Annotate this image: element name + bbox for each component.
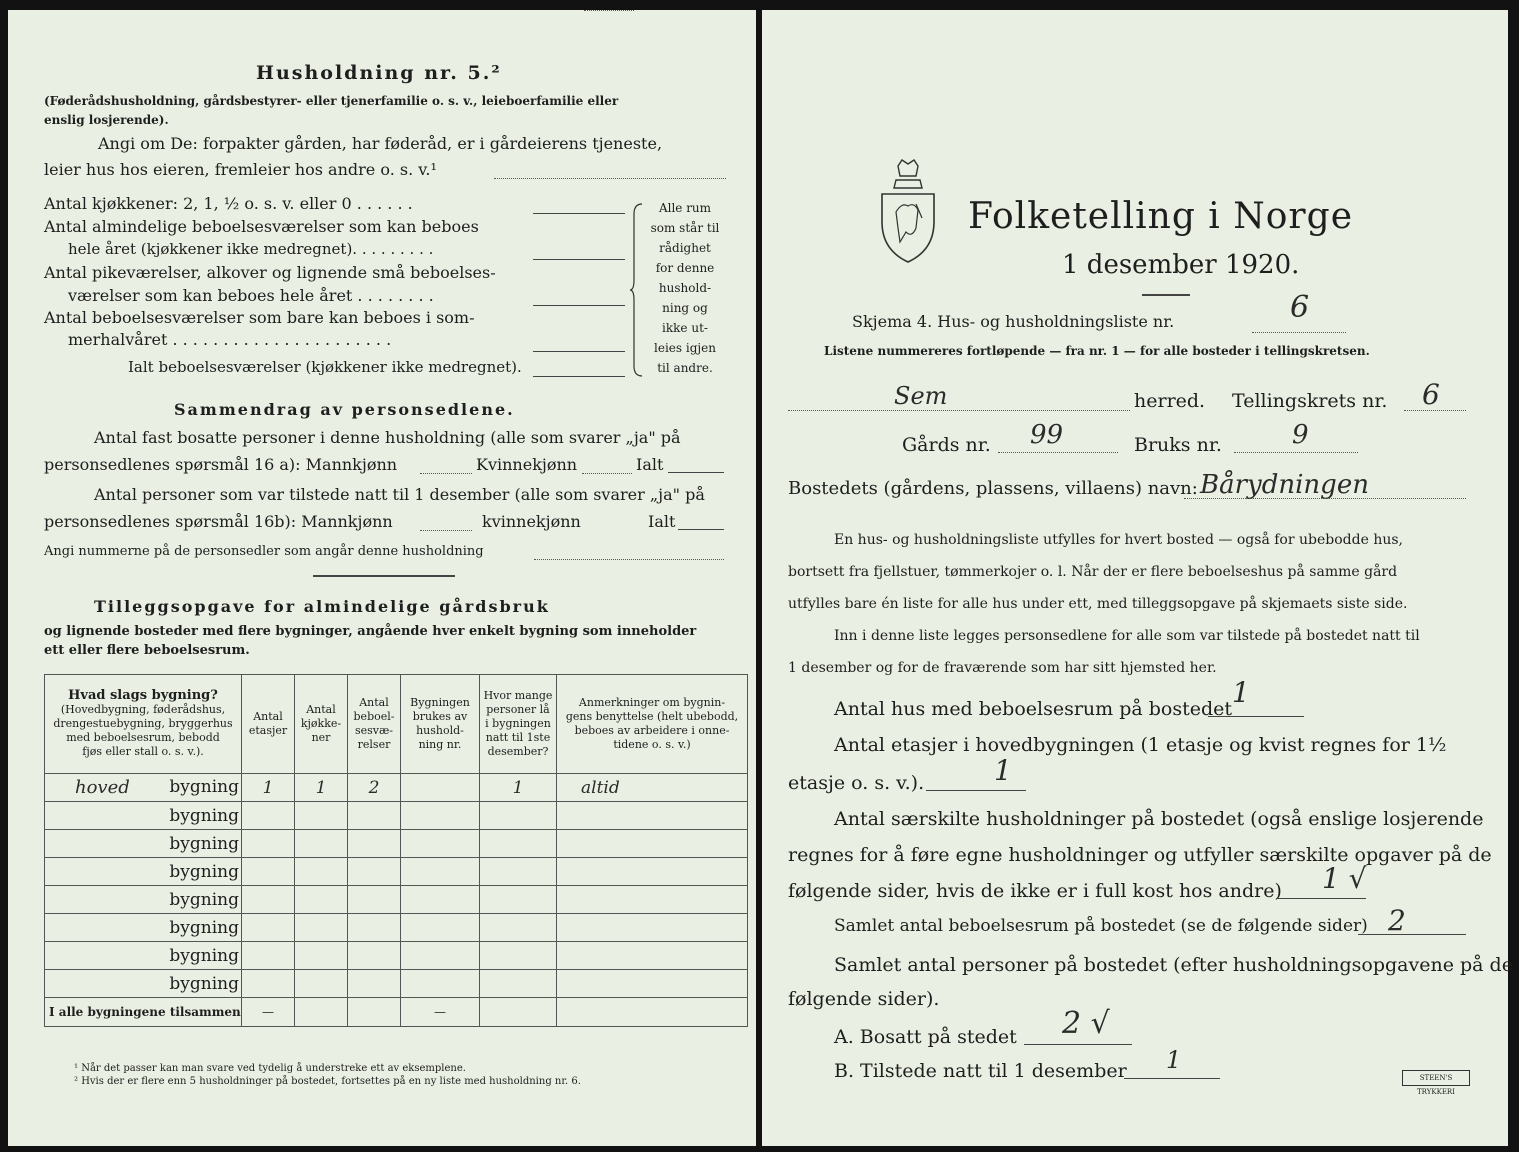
bruks-label: Bruks nr. [1134,434,1222,456]
herred-value: Sem [894,382,948,410]
etasjer-line2: etasje o. s. v.). [788,772,925,794]
skjema-nr: 6 [1290,290,1310,325]
sammendrag-line2: personsedlenes spørsmål 16 a): Mannkjønn [44,455,398,474]
samlet-rum-value: 2 [1388,904,1406,937]
census-title: Folketelling i Norge [968,196,1353,237]
sammendrag-kvinne2: kvinnekjønn [482,512,581,531]
tillegg-line1: og lignende bosteder med flere bygninger, angående hver enkelt bygning som inneholder [44,624,697,639]
antal-hus-label: Antal hus med beboelsesrum på bostedet [834,698,1233,720]
instr-line2: bortsett fra fjellstuer, tømmerkojer o. l. Når der er flere beboelseshus på samme gård [788,564,1398,580]
rooms-line4: Antal pikeværelser, alkover og lignende små beboelses- [44,263,496,282]
table-row: bygning [45,858,748,886]
herred-label: herred. [1134,390,1206,412]
tilstede-value: 1 [1166,1046,1182,1074]
header-husholdning: Bygningen brukes av hushold- ning nr. [401,675,480,774]
census-date: 1 desember 1920. [1062,250,1300,280]
bosatt-label: A. Bosatt på stedet [834,1026,1017,1048]
bruks-value: 9 [1292,420,1309,450]
right-page [762,10,1513,1146]
samlet-rum-label: Samlet antal beboelsesrum på bostedet (se de følgende sider) [834,916,1368,936]
coat-of-arms-icon [876,158,940,268]
rooms-line7: merhalvåret . . . . . . . . . . . . . . . . . . . . . . [68,330,392,349]
header-etasjer: Antal etasjer [242,675,295,774]
samlet-pers-line1: Samlet antal personer på bostedet (efter husholdningsopgavene på de [834,954,1513,976]
header-personer: Hvor mange personer lå i bygningen natt til 1ste desember? [480,675,557,774]
bracket-note: Alle rum som står til rådighet for denne hushold- ning og ikke ut- leies igjen til andre. [650,201,720,375]
bosted-label: Bostedets (gårdens, plassens, villaens) navn: [788,478,1198,499]
footnote-2: ² Hvis der er flere enn 5 husholdninger på bostedet, fortsettes på en ny liste med husholdning nr. 6. [74,1076,581,1087]
table-row: bygning [45,970,748,998]
sammendrag-ialt2: Ialt [648,512,676,531]
hush-value: 1 √ [1322,862,1367,895]
rooms-line2: Antal almindelige beboelsesværelser som kan beboes [44,217,479,236]
bosatt-value: 2 √ [1062,1006,1110,1041]
household-subtitle-line2: enslig losjerende). [44,113,169,127]
tillegg-line2: ett eller flere beboelsesrum. [44,643,250,658]
printer-stamp: STEEN'S TRYKKERI [1402,1070,1470,1086]
header-kjokkener: Antal kjøkke- ner [295,675,348,774]
listene-note: Listene nummereres fortløpende — fra nr. 1 — for alle bosteder i tellingskretsen. [824,344,1370,358]
sammendrag-line3: Antal personer som var tilstede natt til 1 desember (alle som svarer „ja" på [94,485,705,504]
hush-line1: Antal særskilte husholdninger på bostedet (også enslige losjerende [834,808,1484,830]
instr-line5: 1 desember og for de fraværende som har sitt hjemsted her. [788,660,1217,676]
table-total-row: I alle bygningene tilsammen — — [45,998,748,1027]
household-title: Husholdning nr. 5.² [256,62,502,84]
hush-line3: følgende sider, hvis de ikke er i full kost hos andre) [788,880,1282,902]
sammendrag-line1: Antal fast bosatte personer i denne husholdning (alle som svarer „ja" på [94,428,681,447]
footnote-1: ¹ Når det passer kan man svare ved tydelig å understreke ett av eksemplene. [74,1063,466,1074]
sammendrag-line4: personsedlenes spørsmål 16b): Mannkjønn [44,512,393,531]
tellingskrets-value: 6 [1422,378,1440,411]
tillegg-title: Tilleggsopgave for almindelige gårdsbruk [94,597,550,616]
gards-label: Gårds nr. [902,434,991,456]
angi-line2: leier hus hos eieren, fremleier hos andre o. s. v.¹ [44,160,437,179]
rooms-line6: Antal beboelsesværelser som bare kan beboes i som- [44,308,475,327]
gards-value: 99 [1030,420,1064,450]
hush-line2: regnes for å føre egne husholdninger og utfyller særskilte opgaver på de [788,844,1492,866]
instr-line4: Inn i denne liste legges personsedlene for alle som var tilstede på bostedet natt til [834,628,1420,644]
rooms-line1: Antal kjøkkener: 2, 1, ½ o. s. v. eller 0 . . . . . . [44,194,413,213]
tellingskrets-label: Tellingskrets nr. [1232,390,1388,412]
rooms-line5: værelser som kan beboes hele året . . . . . . . . [68,286,434,305]
etasjer-value: 1 [994,754,1012,787]
angi-line1: Angi om De: forpakter gården, har føderåd, er i gårdeierens tjeneste, [98,134,663,153]
table-row: bygning [45,886,748,914]
table-row: bygning [45,914,748,942]
table-row: bygning [45,802,748,830]
table-row: bygning [45,942,748,970]
angi-nummer: Angi nummerne på de personsedler som angår denne husholdning [44,544,484,559]
table-header-row [45,675,748,774]
header-type: Hvad slags bygning? (Hovedbygning, føderådshus, drengestuebygning, bryggerhus med beboelsesrum, bebodd fjøs eller stall o. s. v.). [45,675,242,774]
instr-line3: utfylles bare én liste for alle hus under ett, med tilleggsopgave på skjemaets siste side. [788,596,1408,612]
table-row: bygning [45,830,748,858]
bracket-icon [630,202,646,378]
sammendrag-title: Sammendrag av personsedlene. [174,400,515,419]
tilstede-label: B. Tilstede natt til 1 desember [834,1060,1127,1082]
table-row: hoved bygning 1 1 2 1 altid [45,774,748,802]
skjema-label: Skjema 4. Hus- og husholdningsliste nr. [852,312,1175,331]
header-anmerkninger: Anmerkninger om bygnin- gens benyttelse (helt ubebodd, beboes av arbeidere i onne- tidene o. s. v.) [557,675,748,774]
samlet-pers-line2: følgende sider). [788,988,940,1010]
etasjer-line1: Antal etasjer i hovedbygningen (1 etasje og kvist regnes for 1½ [834,734,1447,756]
household-subtitle-line1: (Føderådshusholdning, gårdsbestyrer- eller tjenerfamilie o. s. v., leieboerfamilie eller [44,94,619,108]
sammendrag-kvinne1: Kvinnekjønn [476,455,578,474]
bosted-value: Bårydningen [1200,470,1369,500]
buildings-table [44,674,748,1027]
header-beboelsesvaerelser: Antal beboel- sesvæ- relser [348,675,401,774]
left-page [8,10,756,1146]
instr-line1: En hus- og husholdningsliste utfylles for hvert bosted — også for ubebodde hus, [834,532,1403,548]
antal-hus-value: 1 [1232,676,1250,709]
ialt-rooms-label: Ialt beboelsesværelser (kjøkkener ikke medregnet). [128,358,522,376]
sammendrag-ialt1: Ialt [636,455,664,474]
rooms-line3: hele året (kjøkkener ikke medregnet). . . . . . . . . [68,240,434,258]
